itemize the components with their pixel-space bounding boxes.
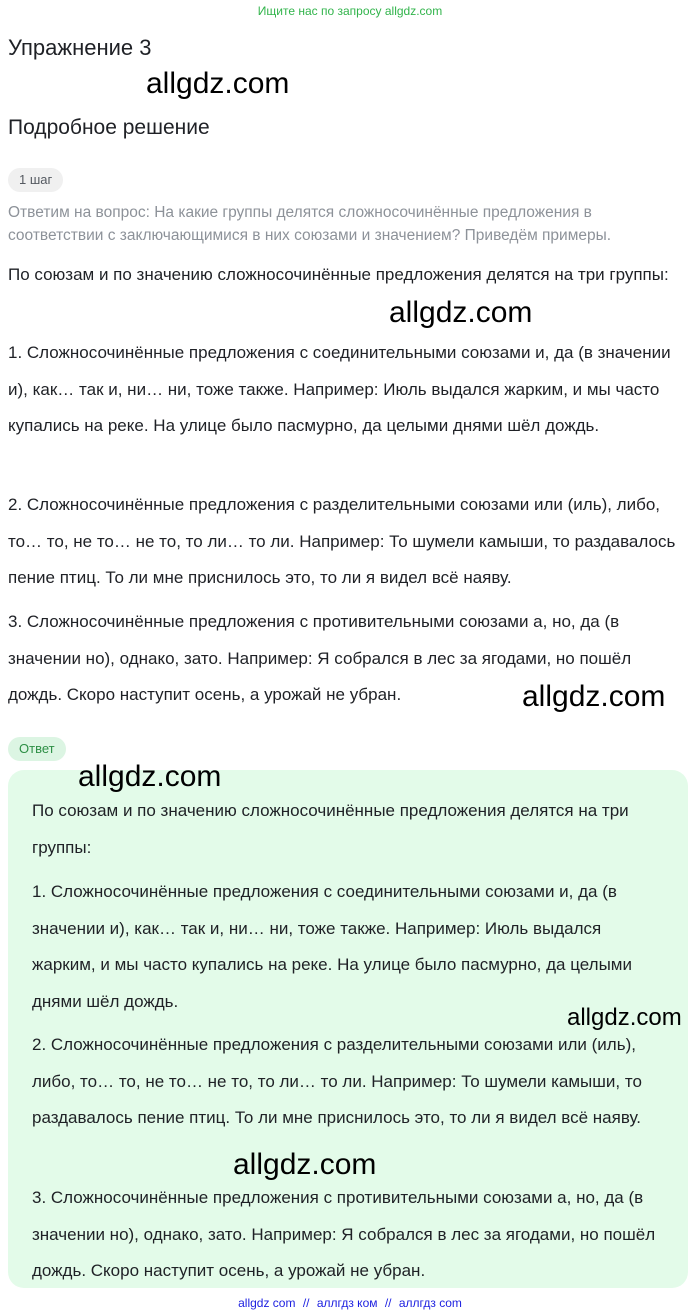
step-badge: 1 шаг [8,168,63,192]
watermark-text: allgdz.com [78,760,222,793]
footer-link-allgdz-mixed[interactable]: аллгдз com [398,1296,462,1310]
solution-heading: Подробное решение [8,116,210,139]
watermark-text: allgdz.com [146,67,290,100]
footer-separator: // [302,1296,310,1310]
step-question: Ответим на вопрос: На какие группы делятся сложносочинённые предложения в соответствии с заключающимися в них союзами и значением? Приведём примеры. [8,204,612,244]
answer-paragraph: 2. Сложносочинённые предложения с разделительными союзами или (иль), либо, то… то, не то… не то, то ли… то ли. Например: То шумели камыши, то раздавалось пение птиц. То ли мне приснилось это, то ли я видел всё наяву. [32,1035,642,1127]
watermark-text: allgdz.com [522,680,666,713]
footer-link-allgdz[interactable]: allgdz com [238,1296,296,1310]
solution-paragraph: 1. Сложносочинённые предложения с соединительными союзами и, да (в значении и), как… так и, ни… ни, тоже также. Например: Июль выдался жарким, и мы часто купались на реке. На улице было пасмурно, да целыми днями шёл дождь. [8,343,671,435]
exercise-title: Упражнение 3 [8,35,152,60]
answer-badge: Ответ [8,737,66,761]
solution-paragraph: По союзам и по значению сложносочинённые предложения делятся на три группы: [8,265,669,284]
solution-paragraph: 2. Сложносочинённые предложения с разделительными союзами или (иль), либо, то… то, не то… не то, то ли… то ли. Например: То шумели камыши, то раздавалось пение птиц. То ли мне приснилось это, то ли я видел всё наяву. [8,495,676,587]
watermark-text: allgdz.com [389,296,533,329]
solution-paragraph: 3. Сложносочинённые предложения с противительными союзами а, но, да (в значении но), однако, зато. Например: Я собрался в лес за ягодами, но пошёл дождь. Скоро наступит осень, а урожай не убран. [8,612,632,704]
footer-links [0,1296,700,1310]
footer-link-allgdz-cyrillic[interactable]: аллгдз ком [316,1296,378,1310]
answer-paragraph: По союзам и по значению сложносочинённые предложения делятся на три группы: [32,801,629,857]
search-hint-banner: Ищите нас по запросу allgdz.com [257,4,443,18]
watermark-text: allgdz.com [233,1148,377,1181]
answer-paragraph: 1. Сложносочинённые предложения с соединительными союзами и, да (в значении и), как… так и, ни… ни, тоже также. Например: Июль выдался жарким, и мы часто купались на реке. На улице было пасмурно, да целыми днями шёл дождь. [32,882,632,1011]
watermark-text: allgdz.com [567,1004,682,1031]
answer-paragraph: 3. Сложносочинённые предложения с противительными союзами а, но, да (в значении но), однако, зато. Например: Я собрался в лес за ягодами, но пошёл дождь. Скоро наступит осень, а урожай не убран. [32,1188,656,1280]
footer-separator: // [384,1296,392,1310]
